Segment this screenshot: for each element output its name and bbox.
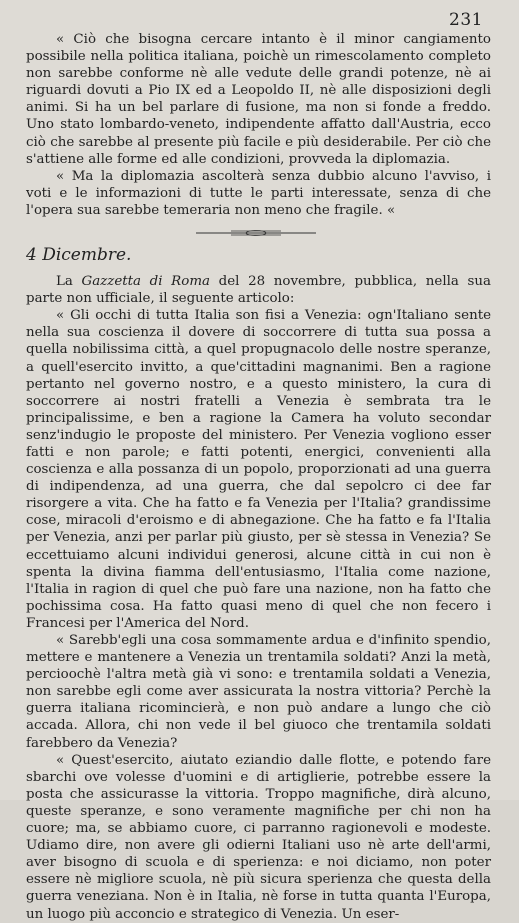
page-body (26, 31, 491, 923)
separator-rule-icon (196, 228, 316, 238)
paragraph-5: « Quest'esercito, aiutato eziandio dalle flotte, e potendo fare sbarchi ove volesse d'uomini e di artiglierie, potrebbe essere la posta che assicurasse la vittoria. Troppo magnifiche, dirà alcuno, queste speranze, e sono veramente magnifiche per chi non ha cuore; ma, se abbiamo cuore, ci parranno ragionevoli e modeste. Udiamo dire, non avere gli odierni Italiani uso nè arte dell'armi, aver bisogno di scuola e di sperienza: e noi diciamo, non poter essere nè migliore scuola, nè più sicura sperienza che questa della guerra veneziana. Non è in Italia, nè forse in tutta quanta l'Europa, un luogo più acconcio e strategico di Venezia. Un eser- (26, 752, 491, 922)
paragraph-2: « Ma la diplomazia ascolterà senza dubbio alcuno l'avviso, i voti e le informazioni di tutte le parti interessate, senza di che l'opera sua sarebbe temeraria non meno che fragile. « (26, 168, 491, 218)
page-number: 231 (449, 10, 483, 30)
paragraph-1: « Ciò che bisogna cercare intanto è il minor cangiamento possibile nella politica italiana, poichè un rimescolamento completo non sarebbe conforme nè alle vedute delle grandi potenze, nè ai riguardi dovuti a Pio IX ed a Leopoldo II, nè alle disposizioni degli animi. Si ha un bel parlare di fusione, ma non si fonde a freddo. Uno stato lombardo-veneto, indipendente affatto dall'Austria, ecco ciò che sarebbe al presente più facile e più desiderabile. Per ciò che s'attiene alle forme ed alle condizioni, provveda la diplomazia. (26, 32, 491, 167)
ornamental-separator (26, 226, 491, 240)
paragraph-3: « Gli occhi di tutta Italia son fisi a Venezia: ogn'Italiano sente nella sua coscienza il dovere di soccorrere di tutta sua possa a quella nobilissima città, a quel propugnacolo delle nostre speranze, a quell'esercito invitto, a que'cittadini magnanimi. Ben a ragione pertanto nel governo nostro, e a questo ministero, la cura di soccorrere ai nostri fratelli a Venezia è sembrata tra le principalissime, e ben a ragione la Camera ha voluto secondar senz'indugio le proposte del ministero. Per Venezia vogliono esser fatti e non parole; e fatti potenti, energici, convenienti alla coscienza e alla possanza di un popolo, proporzionati ad una guerra di indipendenza, ad una guerra, che dal sepolcro ci dee far risorgere a vita. Che ha fatto e fa Venezia per l'Italia? grandissime cose, miracoli d'eroismo e di abnegazione. Che ha fatto e fa l'Italia per Venezia, anzi per parlar più giusto, per sè stessa in Venezia? Se eccettuiamo alcuni individui generosi, alcune città in cui non è spenta la divina fiamma dell'entusiasmo, l'Italia come nazione, l'Italia in ragion di quel che può fare una nazione, non ha fatto che pochissima cosa. Ha fatto quasi meno di quel che non fecero i Francesi per l'America del Nord. (26, 308, 491, 631)
newspaper-title: Gazzetta di Roma (81, 274, 210, 290)
date-heading: 4 Dicembre. (26, 245, 132, 266)
paragraph-4: « Sarebb'egli una cosa sommamente ardua e d'infinito spendio, mettere e mantenere a Venezia un trentamila soldati? Anzi la metà, percioochè l'altra metà già vi sono: e trentamila soldati a Venezia, non sarebbe egli come aver assicurata la nostra vittoria? Perchè la guerra italiana ricomincierà, e non può andare a lungo che ciò accada. Allora, chi non vede il bel giuoco che trentamila soldati farebbero da Venezia? (26, 633, 491, 751)
intro-before: La (56, 274, 82, 290)
paragraph-intro (26, 273, 491, 307)
intro-after: del 28 novembre, pubblica, nella sua parte non ufficiale, il seguente articolo: (26, 274, 492, 307)
